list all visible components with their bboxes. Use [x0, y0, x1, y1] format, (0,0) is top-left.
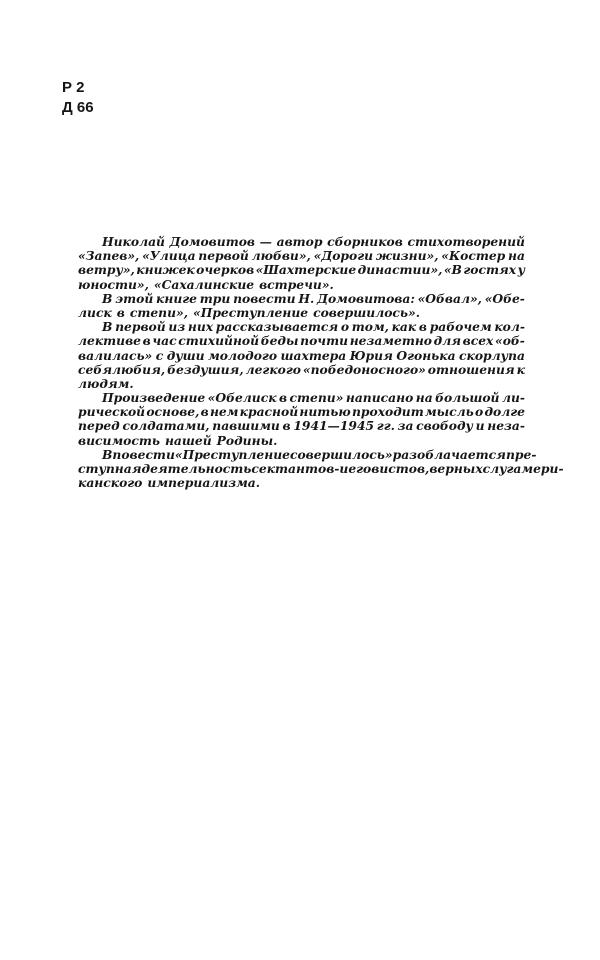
text-line: ступная деятельность сектантов-иеговистов, верных слуг амери-	[78, 461, 564, 476]
text-line: юности», «Сахалинские встречи».	[78, 276, 334, 292]
text-line: перед солдатами, павшими в 1941—1945 гг. за свободу и неза-	[78, 418, 525, 434]
author-mark: Д 66	[62, 99, 94, 116]
text-line: валилась» с души молодого шахтера Юрия Огонька скорлупа	[78, 347, 525, 363]
annotation-paragraph	[78, 446, 564, 491]
text-line: лиск в степи», «Преступление совершилось».	[78, 304, 421, 320]
text-line: В повести «Преступление совершилось» разоблачается пре-	[102, 446, 537, 462]
text-line: «Запев», «Улица первой любви», «Дороги жизни», «Костер на	[78, 248, 525, 264]
annotation-paragraph	[78, 391, 525, 448]
text-line: В первой из них рассказывается о том, как в рабочем кол-	[102, 319, 525, 335]
text-line: Произведение «Обелиск в степи» написано на большой ли-	[102, 390, 525, 406]
text-line: ветру», книжек очерков «Шахтерские династии», «В гостях у	[78, 262, 525, 278]
annotation-paragraph	[78, 292, 525, 320]
text-line: канского империализма.	[78, 475, 261, 491]
text-line: Николай Домовитов — автор сборников стихотворений	[102, 234, 525, 249]
text-line: людям.	[78, 375, 134, 391]
text-line: висимость нашей Родины.	[78, 432, 278, 448]
annotation-paragraph	[78, 235, 525, 292]
annotation-paragraph	[78, 320, 525, 391]
text-line: В этой книге три повести Н. Домовитова: «Обвал», «Обе-	[102, 290, 525, 306]
text-line: себялюбия, бездушия, легкого «победоносного» отношения к	[78, 361, 525, 377]
bbk-code: Р 2	[62, 79, 85, 96]
book-annotation	[78, 234, 564, 491]
text-line: лективе в час стихийной беды почти незаметно для всех «об-	[78, 333, 525, 349]
text-line: рической основе, в нем красной нитью проходит мысль о долге	[78, 404, 525, 420]
catalog-index	[62, 78, 94, 118]
